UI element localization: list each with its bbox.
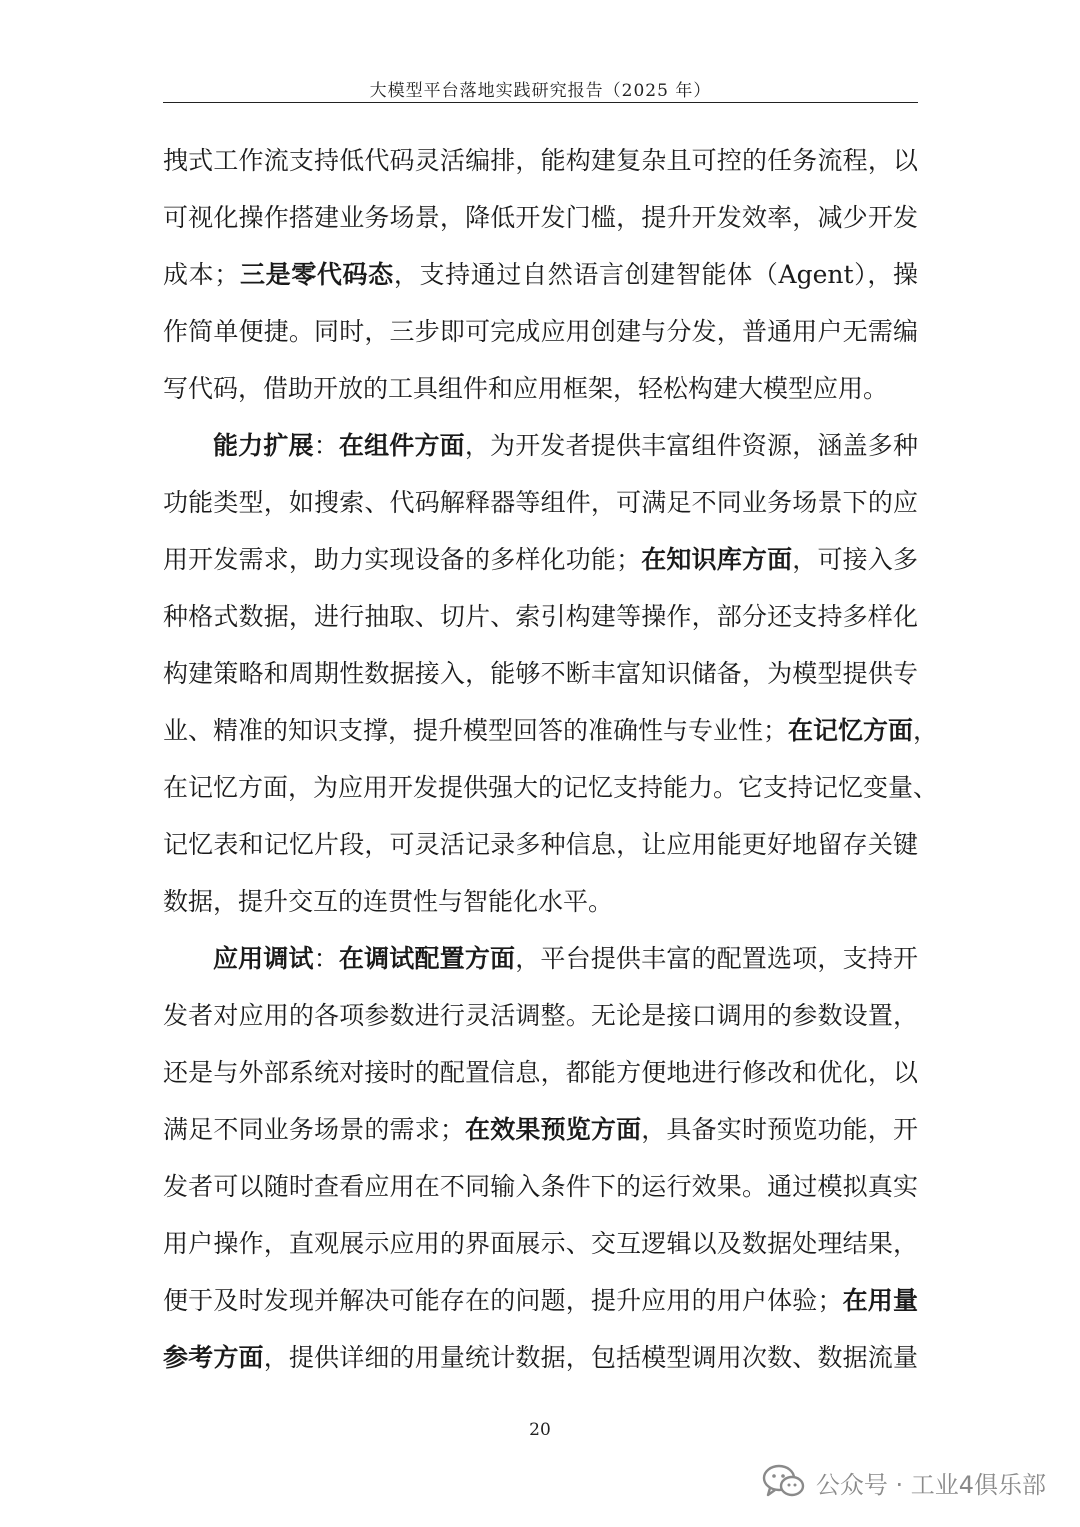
bold-phrase: 三是零代码态 [239, 260, 394, 289]
bold-phrase: 在组件方面 [338, 431, 465, 460]
text-segment: ，支持通过自然语言创建智能体（Agent），操 [393, 260, 918, 289]
text-segment: 写代码，借助开放的工具组件和应用框架，轻松构建大模型应用。 [163, 374, 889, 403]
text-line [163, 132, 918, 189]
text-line [163, 1044, 918, 1101]
text-segment: ，平台提供丰富的配置选项，支持开 [515, 944, 918, 973]
text-line [163, 1101, 918, 1158]
running-header: 大模型平台落地实践研究报告（2025 年） [369, 81, 712, 101]
text-line [163, 816, 918, 873]
text-line [163, 189, 918, 246]
text-line [163, 759, 939, 816]
text-segment: 构建策略和周期性数据接入，能够不断丰富知识储备，为模型提供专 [163, 659, 918, 688]
bold-phrase: 参考方面 [163, 1343, 264, 1372]
text-segment: 作简单便捷。同时，三步即可完成应用创建与分发，普通用户无需编 [163, 317, 918, 346]
bold-phrase: 在记忆方面 [788, 716, 914, 745]
text-line [163, 987, 918, 1044]
text-line [163, 417, 918, 474]
text-segment: ， [913, 716, 939, 745]
text-segment: 种格式数据，进行抽取、切片、索引构建等操作，部分还支持多样化 [163, 602, 918, 631]
text-segment: 记忆表和记忆片段，可灵活记录多种信息，让应用能更好地留存关键 [163, 830, 918, 859]
text-line [163, 246, 918, 303]
text-segment: ，具备实时预览功能，开 [641, 1115, 918, 1144]
text-line [163, 531, 918, 588]
text-segment: ，为开发者提供丰富组件资源，涵盖多种 [464, 431, 918, 460]
text-segment: 用户操作，直观展示应用的界面展示、交互逻辑以及数据处理结果， [163, 1229, 918, 1258]
text-line [163, 360, 918, 417]
text-line [163, 1329, 918, 1386]
text-segment: 数据，提升交互的连贯性与智能化水平。 [163, 887, 614, 916]
bold-phrase: 在用量 [842, 1286, 918, 1315]
text-segment: ： [313, 431, 339, 460]
text-line [163, 474, 918, 531]
text-segment: ，提供详细的用量统计数据，包括模型调用次数、数据流量 [263, 1343, 918, 1372]
header-rule [163, 102, 918, 103]
text-segment: 可视化操作搭建业务场景，降低开发门槛，提升开发效率，减少开发 [163, 203, 918, 232]
text-segment: 业、精准的知识支撑，提升模型回答的准确性与专业性； [163, 716, 789, 745]
text-line [163, 1158, 918, 1215]
body-text [163, 132, 939, 1386]
text-segment: 功能类型，如搜索、代码解释器等组件，可满足不同业务场景下的应 [163, 488, 918, 517]
bold-phrase: 应用调试 [213, 944, 314, 973]
text-line [163, 702, 939, 759]
watermark [762, 1464, 1046, 1500]
text-segment: ，可接入多 [792, 545, 918, 574]
bold-phrase: 能力扩展 [213, 431, 314, 460]
page-number: 20 [529, 1420, 551, 1440]
text-line [163, 303, 918, 360]
watermark-text: 公众号 · 工业4俱乐部 [815, 1470, 1046, 1499]
text-segment: 发者可以随时查看应用在不同输入条件下的运行效果。通过模拟真实 [163, 1172, 918, 1201]
text-line [163, 588, 918, 645]
text-line [163, 645, 918, 702]
text-segment: 拽式工作流支持低代码灵活编排，能构建复杂且可控的任务流程，以 [163, 146, 918, 175]
text-segment: 用开发需求，助力实现设备的多样化功能； [163, 545, 642, 574]
text-segment: ： [313, 944, 339, 973]
text-segment: 便于及时发现并解决可能存在的问题，提升应用的用户体验； [163, 1286, 843, 1315]
bold-phrase: 在知识库方面 [641, 545, 793, 574]
bold-phrase: 在调试配置方面 [338, 944, 516, 973]
text-line [163, 1272, 918, 1329]
text-line [163, 873, 918, 930]
text-segment: 满足不同业务场景的需求； [163, 1115, 465, 1144]
bold-phrase: 在效果预览方面 [464, 1115, 642, 1144]
text-line [163, 930, 918, 987]
text-segment: 还是与外部系统对接时的配置信息，都能方便地进行修改和优化，以 [163, 1058, 918, 1087]
text-segment: 发者对应用的各项参数进行灵活调整。无论是接口调用的参数设置， [163, 1001, 918, 1030]
text-segment: 成本； [163, 260, 240, 289]
wechat-icon [762, 1464, 806, 1500]
text-line [163, 1215, 918, 1272]
text-segment: 在记忆方面，为应用开发提供强大的记忆支持能力。它支持记忆变量、 [163, 773, 939, 802]
